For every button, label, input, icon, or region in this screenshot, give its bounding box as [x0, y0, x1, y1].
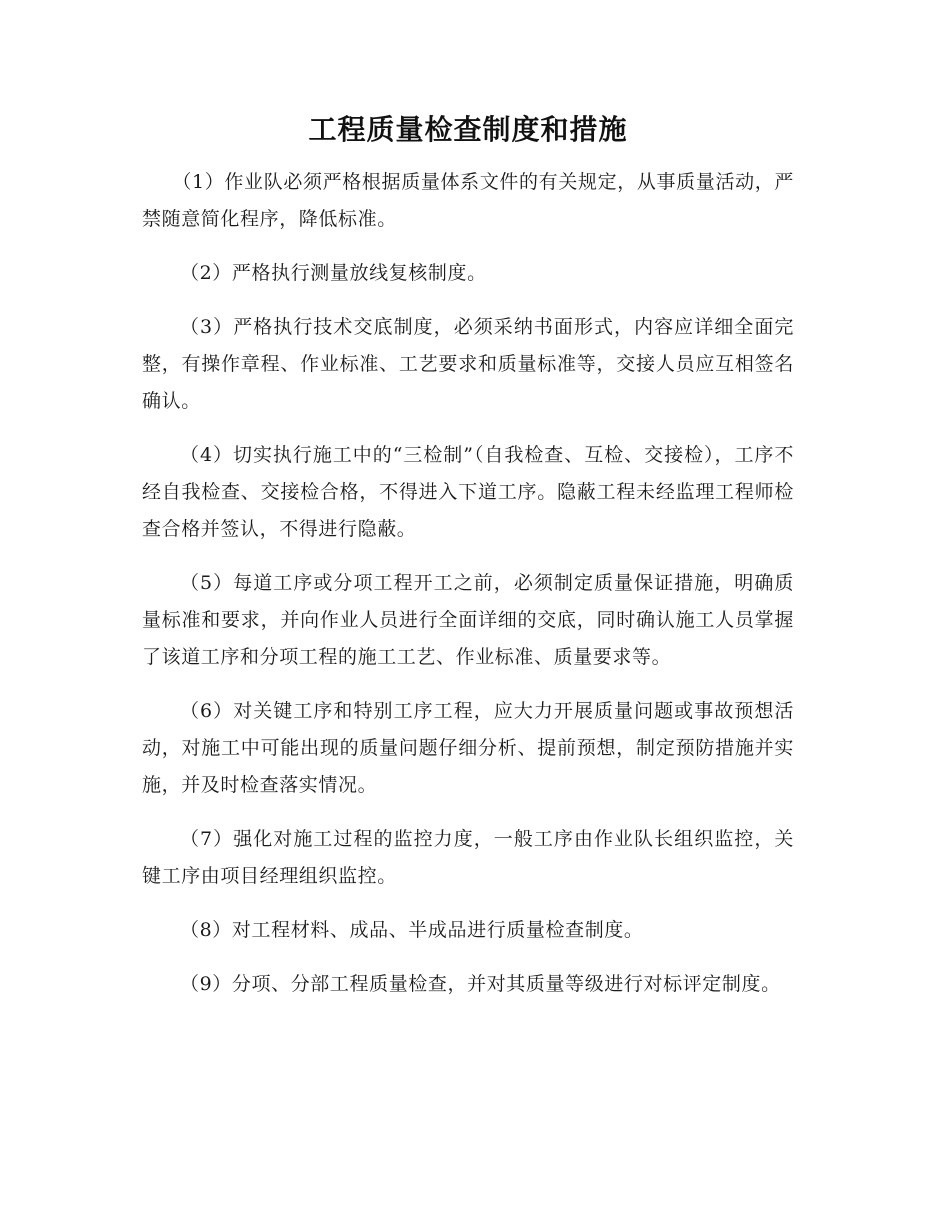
paragraph-1: （1）作业队必须严格根据质量体系文件的有关规定，从事质量活动，严禁随意简化程序，降低标准。 [142, 171, 794, 230]
paragraph-6: （6）对关键工序和特别工序工程，应大力开展质量问题或事故预想活动，对施工中可能出现的质量问题仔细分析、提前预想，制定预防措施并实施，并及时检查落实情况。 [142, 700, 794, 796]
paragraph-8: （8）对工程材料、成品、半成品进行质量检查制度。 [180, 919, 644, 941]
document-body [142, 110, 794, 1020]
paragraph-4: （4）切实执行施工中的“三检制”（自我检查、互检、交接检），工序不经自我检查、交接检合格，不得进入下道工序。隐蔽工程未经监理工程师检查合格并签认，不得进行隐蔽。 [142, 444, 794, 540]
document-title: 工程质量检查制度和措施 [308, 113, 628, 146]
paragraph-2: （2）严格执行测量放线复核制度。 [180, 262, 487, 284]
paragraph-5: （5）每道工序或分项工程开工之前，必须制定质量保证措施，明确质量标准和要求，并向作业人员进行全面详细的交底，同时确认施工人员掌握了该道工序和分项工程的施工工艺、作业标准、质量要求等。 [142, 572, 794, 668]
paragraph-7: （7）强化对施工过程的监控力度，一般工序由作业队长组织监控，关键工序由项目经理组织监控。 [142, 828, 794, 887]
paragraph-9: （9）分项、分部工程质量检查，并对其质量等级进行对标评定制度。 [180, 973, 781, 995]
paragraph-3: （3）严格执行技术交底制度，必须采纳书面形式，内容应详细全面完整，有操作章程、作业标准、工艺要求和质量标准等，交接人员应互相签名确认。 [142, 316, 794, 412]
